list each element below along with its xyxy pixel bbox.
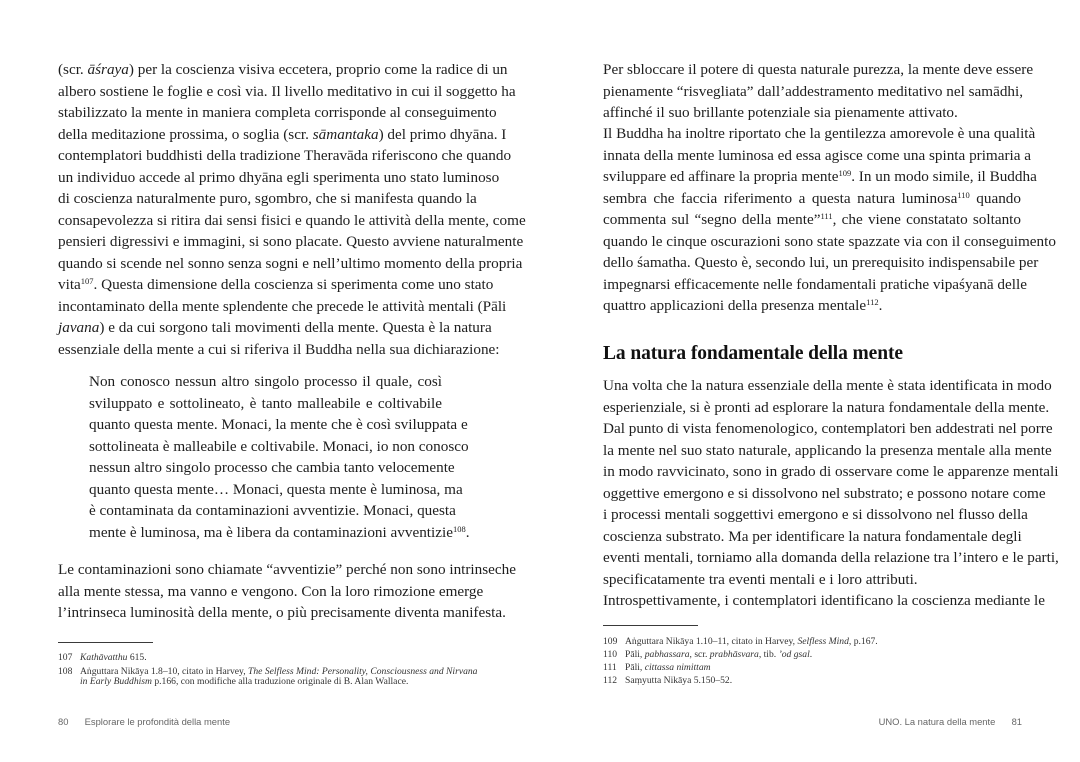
blockquote — [89, 371, 470, 543]
text-line: Per sbloccare il potere di questa naturale purezza, la mente deve essere — [603, 61, 1034, 78]
text-line: albero sostiene le foglie e così via. Il livello meditativo in cui il soggetto ha — [58, 82, 516, 100]
folio-left — [58, 716, 230, 727]
text-line: quando si scende nel sonno senza sogni e nell’ultimo momento della propria — [58, 254, 523, 272]
text-line: innata della mente luminosa ed essa agisce come una spinta primaria a — [603, 146, 1032, 164]
text-line: vita$^{107}$. Questa dimensione della coscienza si sperimenta come uno stato — [58, 276, 494, 293]
text-line: sviluppato e sottolineato, è tanto malleabile e coltivabile — [89, 394, 442, 412]
text-line: dello śamatha. Questo è, secondo lui, un prerequisito indispensabile per — [603, 254, 1039, 271]
footnote-rule — [58, 642, 153, 643]
footnote-number: 112 — [603, 675, 618, 686]
footnote-rule — [603, 625, 698, 626]
text-line: incontaminato della mente splendente che precede le attività mentali (Pāli — [58, 297, 507, 315]
text-line: quattro applicazioni della presenza mentale$^{112}$. — [603, 297, 883, 314]
footnote-text: Aṅguttara Nikāya 1.8–10, citato in Harvey, The Selfless Mind: Personality, Consciousness and Nirvana — [80, 666, 478, 677]
right-page — [540, 0, 1080, 762]
text-line: Il Buddha ha inoltre riportato che la gentilezza amorevole è una qualità — [603, 125, 1036, 142]
section-heading: La natura fondamentale della mente — [603, 343, 903, 364]
footnote-number: 110 — [603, 649, 618, 660]
footnote-number: 109 — [603, 636, 618, 647]
footnote-text: Saṃyutta Nikāya 5.150–52. — [625, 675, 733, 686]
text-line: Una volta che la natura essenziale della mente è stata identificata in modo — [603, 377, 1052, 394]
running-head: UNO. La natura della mente — [878, 716, 996, 727]
page-number: 81 — [1011, 716, 1022, 727]
footnote-number: 108 — [58, 666, 73, 677]
footnote-text: Aṅguttara Nikāya 1.10–11, citato in Harvey, Selfless Mind, p.167. — [625, 636, 878, 647]
text-line: consapevolezza si ritira dai sensi fisici e quando le attività della mente, come — [58, 211, 526, 229]
page-number: 80 — [58, 716, 69, 727]
text-line: della meditazione prossima, o soglia (scr. sāmantaka) del primo dhyāna. I — [58, 125, 507, 143]
text-line: pienamente “risvegliata” dall’addestramento meditativo nel samādhi, — [603, 82, 1024, 100]
right-paragraph-1 — [603, 59, 1034, 124]
text-line: pensieri digressivi e immagini, si sono placate. Questo avviene naturalmente — [58, 233, 524, 250]
text-line: nessun altro singolo processo che cambia tanto velocemente — [89, 459, 455, 476]
text-line: impegnarsi efficacemente nelle fondamentali pratiche vipaśyanā delle — [603, 275, 1027, 293]
text-line: un individuo accede al primo dhyāna egli sperimenta uno stato luminoso — [58, 168, 500, 186]
text-line: sviluppare ed affinare la propria mente$^{109}$. In un modo simile, il Buddha — [603, 168, 1037, 185]
text-line: javana) e da cui sorgono tali movimenti della mente. Questa è la natura — [58, 319, 492, 336]
right-paragraph-4 — [603, 590, 1045, 612]
text-line: la mente nel suo stato naturale, applicando la presenza mentale alla mente — [603, 441, 1052, 459]
text-line: contemplatori buddhisti della tradizione Theravāda riferiscono che quando — [58, 147, 512, 164]
text-line: quanto questa mente. Monaci, la mente che è così sviluppata e — [89, 416, 468, 433]
left-paragraph-2 — [58, 559, 516, 624]
text-line: coscienza substrato. Ma per identificare la natura fondamentale degli — [603, 527, 1022, 545]
text-line: eventi mentali, torniamo alla domanda della relazione tra l’intero e le parti, — [603, 549, 1059, 566]
text-line: specificatamente tra eventi mentali e i loro attributi. — [603, 570, 918, 588]
text-line: oggettive emergono e si dissolvono nel substrato; e possono notare come — [603, 484, 1046, 502]
left-paragraph-1 — [58, 59, 526, 360]
footnote-text: in Early Buddhism p.166, con modifiche alla traduzione originale di B. Alan Wallace. — [80, 676, 409, 687]
text-line: l’intrinseca luminosità della mente, o più precisamente diventa manifesta. — [58, 604, 506, 621]
text-line: stabilizzato la mente in maniera completa corrisponde al conseguimento — [58, 104, 497, 121]
running-head: Esplorare le profondità della mente — [84, 716, 231, 727]
text-line: sottolineata è malleabile e coltivabile. Monaci, io non conosco — [89, 437, 469, 455]
text-line: sembra che faccia riferimento a questa natura luminosa$^{110}$ quando — [603, 189, 1021, 207]
right-paragraph-2 — [603, 123, 1056, 317]
folio-right — [879, 716, 1022, 727]
text-line: (scr. āśraya) per la coscienza visiva eccetera, proprio come la radice di un — [58, 61, 508, 78]
text-line: commenta sul “segno della mente”$^{111}$, che viene constatato soltanto — [603, 211, 1021, 228]
footnote-number: 107 — [58, 652, 73, 663]
text-line: è contaminata da contaminazioni avventizie. Monaci, questa — [89, 502, 456, 519]
text-line: esperienziale, si è pronti ad esplorare la natura fondamentale della mente. — [603, 398, 1050, 416]
right-paragraph-3 — [603, 375, 1059, 590]
text-line: quando le cinque oscurazioni sono state spazzate via con il conseguimento — [603, 232, 1056, 250]
text-line: i processi mentali soggettivi emergono e si dissolvono nel flusso della — [603, 506, 1028, 523]
text-line: essenziale della mente a cui si riferiva il Buddha nella sua dichiarazione: — [58, 340, 500, 358]
text-line: Le contaminazioni sono chiamate “avventizie” perché non sono intrinseche — [58, 561, 516, 578]
text-line: affinché il suo brillante potenziale sia pienamente attivato. — [603, 104, 958, 121]
footnote-text: Pāli, pabhassara, scr. prabhāsvara, tib. ’od gsal. — [625, 649, 813, 660]
footnote-text: Pāli, cittassa nimittam — [625, 662, 711, 673]
footnote-text: Kathāvatthu 615. — [80, 652, 147, 663]
text-line: alla mente stessa, ma vanno e vengono. Con la loro rimozione emerge — [58, 582, 484, 600]
text-line: mente è luminosa, ma è libera da contaminazioni avventizie$^{108}$. — [89, 523, 470, 541]
text-line: in modo ravvicinato, sono in grado di osservare come le apparenze mentali — [603, 463, 1059, 480]
footnote-number: 111 — [603, 662, 617, 673]
text-line: Dal punto di vista fenomenologico, contemplatori ben addestrati nel porre — [603, 420, 1053, 437]
text-line: Non conosco nessun altro singolo processo il quale, così — [89, 373, 442, 390]
text-line: quanto questa mente… Monaci, questa mente è luminosa, ma — [89, 480, 463, 498]
text-line: di coscienza naturalmente puro, sgombro, che si manifesta quando la — [58, 190, 477, 207]
text-line: Introspettivamente, i contemplatori identificano la coscienza mediante le — [603, 592, 1045, 609]
